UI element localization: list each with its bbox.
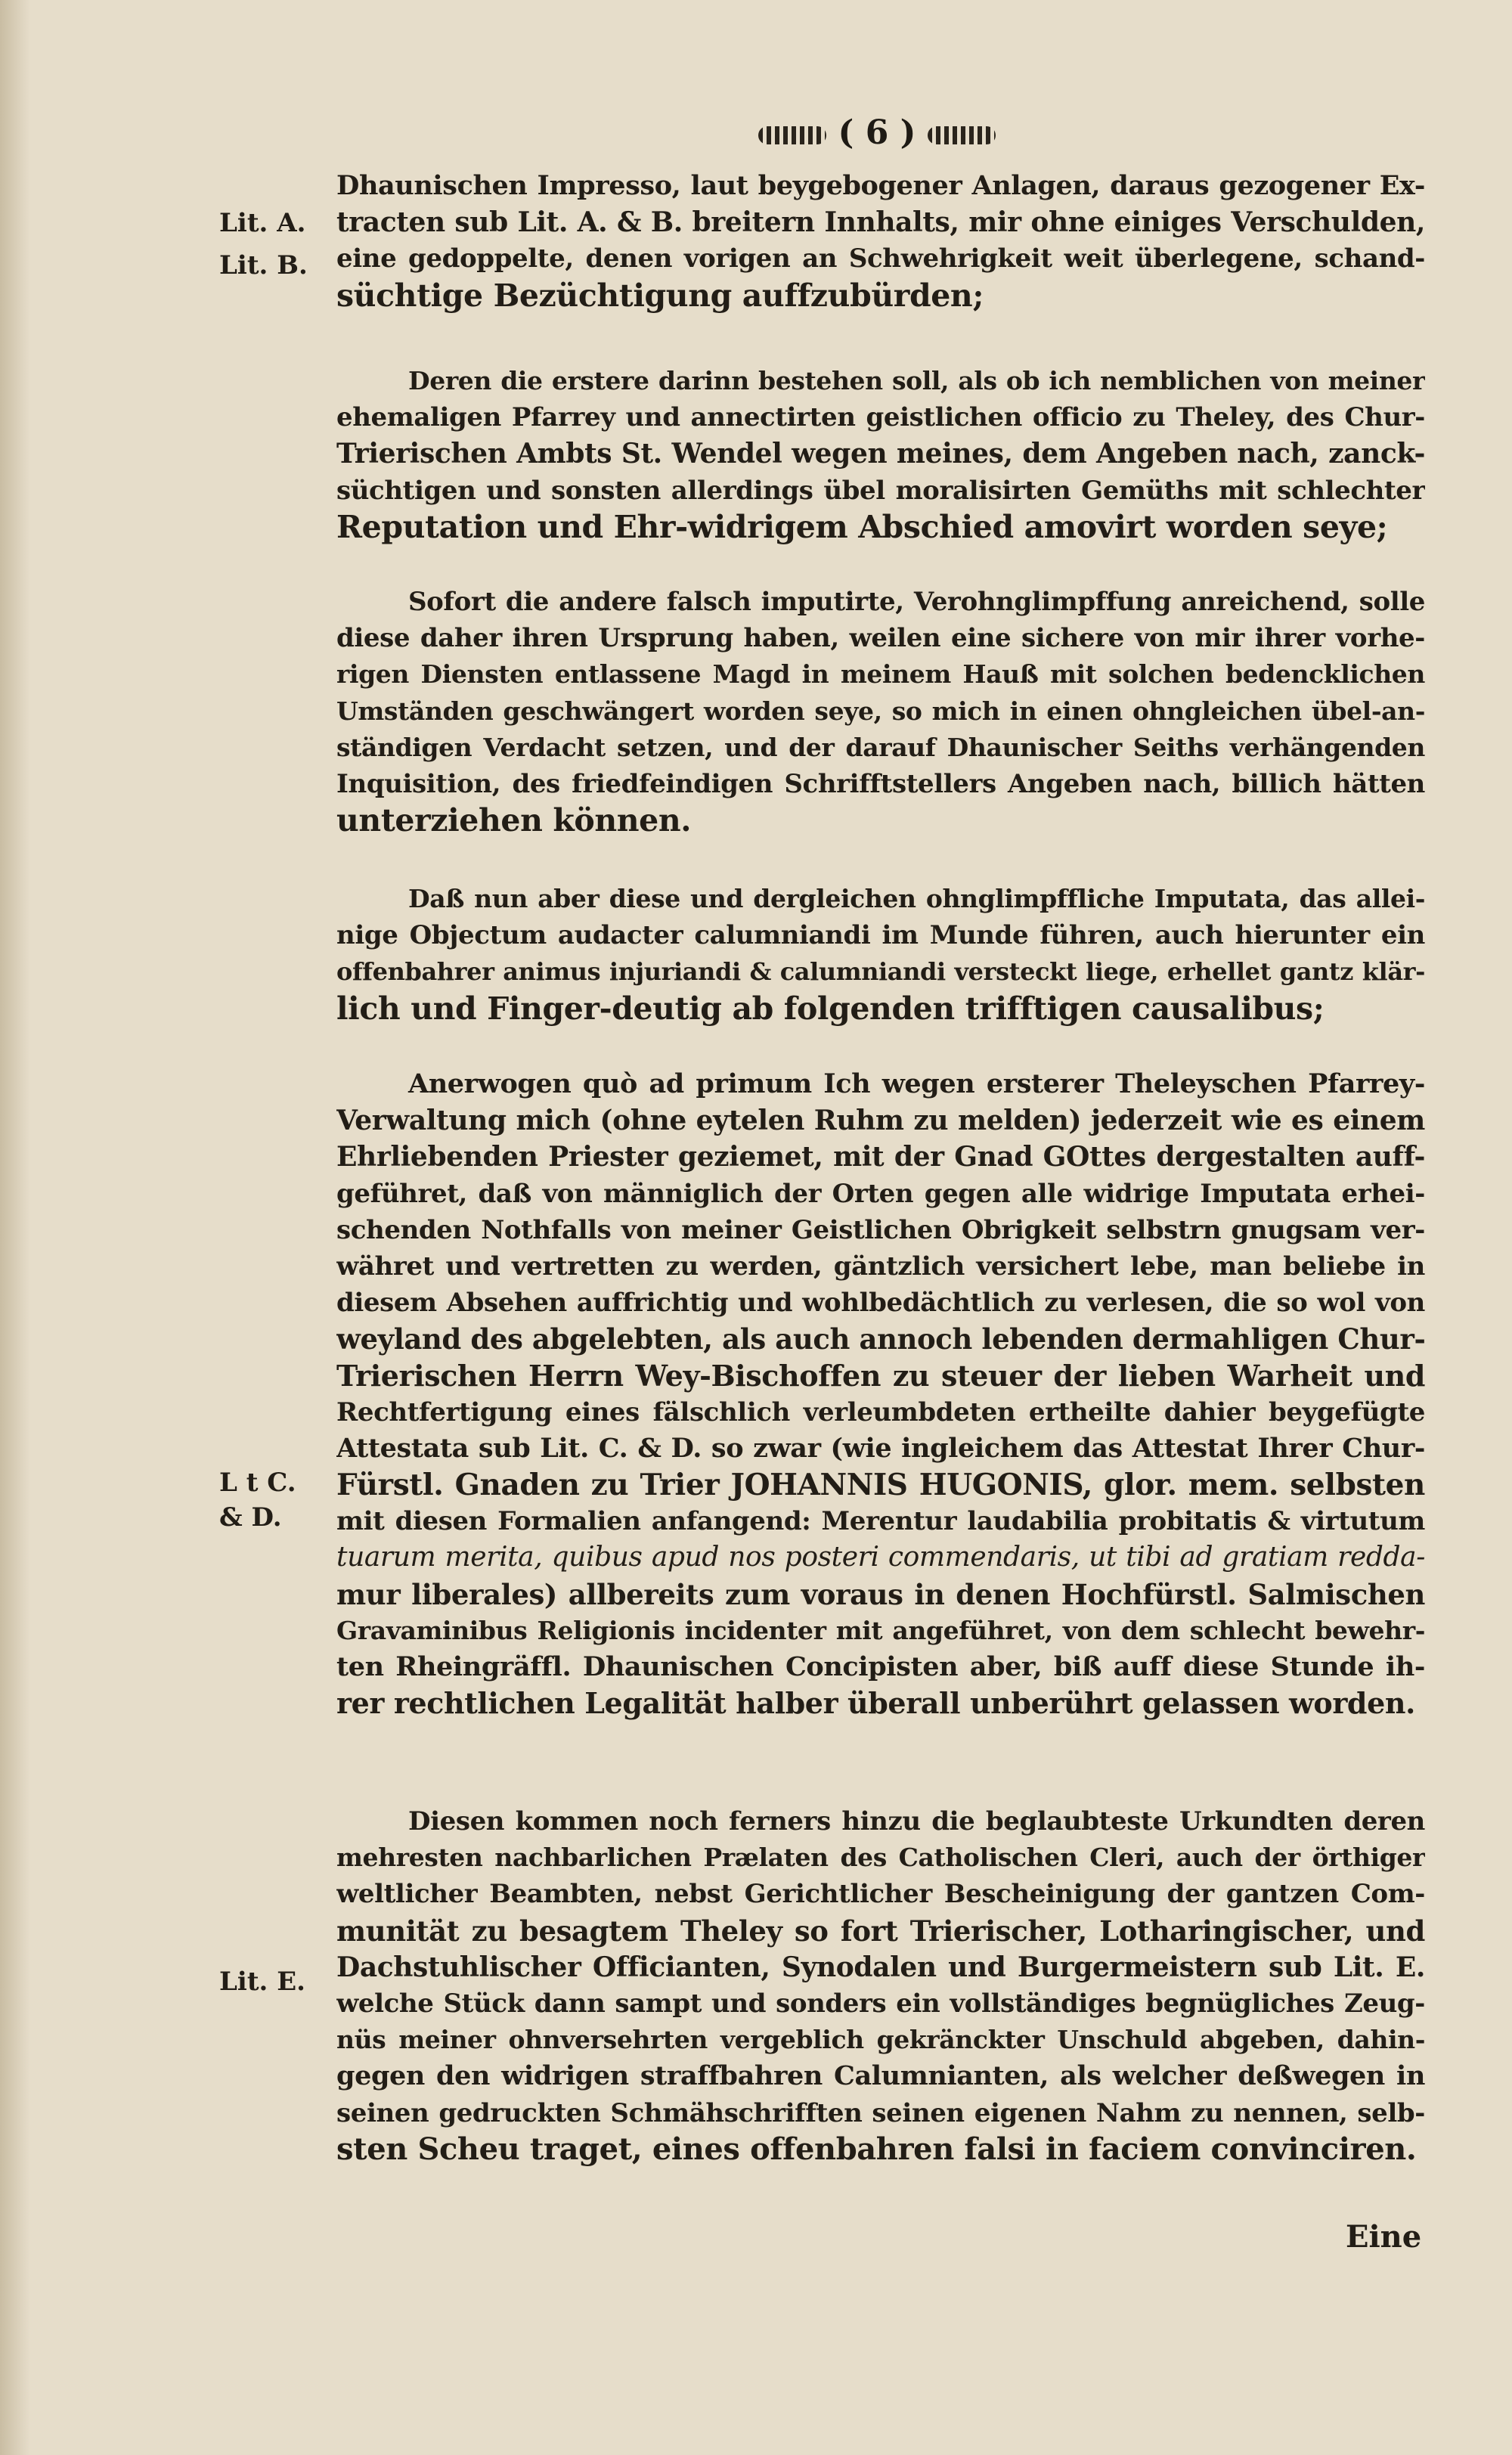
text-line: Dhaunischen Impresso, laut beygebogener Anlagen, daraus gezogener Ex-: [336, 170, 1425, 201]
text-line: Sofort die andere falsch imputirte, Verohnglimpffung anreichend, solle: [408, 587, 1425, 617]
text-line: Umständen geschwängert worden seye, so mich in einen ohngleichen übel-an-: [336, 696, 1425, 726]
text-line: Trierischen Herrn Wey-Bischoffen zu steuer der lieben Warheit und: [336, 1358, 1425, 1393]
text-line: seinen gedruckten Schmähschrifften seinen eigenen Nahm zu nennen, selb-: [336, 2097, 1425, 2128]
text-line: mehresten nachbarlichen Prælaten des Catholischen Cleri, auch der örthiger: [336, 1843, 1425, 1873]
text-line: Ehrliebenden Priester geziemet, mit der Gnad GOttes dergestalten auff-: [336, 1141, 1425, 1173]
text-line: tracten sub Lit. A. & B. breitern Innhalts, mir ohne einiges Verschulden,: [336, 206, 1425, 239]
text-line: nüs meiner ohnversehrten vergeblich gekränckter Unschuld abgeben, dahin-: [336, 2025, 1425, 2055]
text-line: Verwaltung mich (ohne eytelen Ruhm zu melden) jederzeit wie es einem: [336, 1105, 1425, 1137]
text-line: welche Stück dann sampt und sonders ein vollständiges begnügliches Zeug-: [336, 1988, 1425, 2019]
catchword: Eine: [1346, 2219, 1422, 2255]
paragraph-1: [336, 168, 1425, 314]
text-line: offenbahrer animus injuriandi & calumniandi versteckt liege, erhellet gantz klär-: [336, 957, 1425, 987]
text-line: Rechtfertigung eines fälschlich verleumbdeten ertheilte dahier beygefügte: [336, 1396, 1425, 1427]
text-line: rigen Diensten entlassene Magd in meinem Hauß mit solchen bedencklichen: [336, 659, 1425, 690]
text-line: Diesen kommen noch ferners hinzu die beglaubteste Urkundten deren: [408, 1806, 1425, 1837]
text-line: tuarum merita, quibus apud nos posteri commendaris, ut tibi ad gratiam redda-: [336, 1542, 1425, 1573]
page-number: 6: [865, 113, 889, 152]
margin-note-lit-c: L t C.: [219, 1468, 296, 1498]
margin-note-lit-d: & D.: [219, 1502, 282, 1533]
margin-note-lit-a: Lit. A.: [219, 208, 306, 238]
text-line: ehemaligen Pfarrey und annectirten geistlichen officio zu Theley, des Chur-: [336, 402, 1425, 433]
text-line: Fürstl. Gnaden zu Trier JOHANNIS HUGONIS, glor. mem. selbsten: [336, 1468, 1425, 1503]
text-line: Dachstuhlischer Officianten, Synodalen und Burgermeistern sub Lit. E.: [336, 1951, 1425, 1983]
left-ornament-icon: [758, 126, 826, 144]
text-line: gegen den widrigen straffbahren Calumnianten, als welcher deßwegen in: [336, 2060, 1425, 2092]
right-ornament-icon: [928, 126, 996, 144]
text-line: mit diesen Formalien anfangend: Merentur laudabilia probitatis & virtutum: [336, 1506, 1425, 1537]
paragraph-2: [336, 363, 1425, 545]
text-line: süchtigen und sonsten allerdings übel moralisirten Gemüths mit schlechter: [336, 475, 1425, 506]
text-line: Gravaminibus Religionis incidenter mit angeführet, von dem schlecht bewehr-: [336, 1615, 1425, 1645]
text-line: diesem Absehen auffrichtig und wohlbedächtlich zu verlesen, die so wol von: [336, 1288, 1425, 1319]
text-line: Reputation und Ehr-widrigem Abschied amovirt worden seye;: [336, 508, 1388, 545]
text-line: Anerwogen quò ad primum Ich wegen ersterer Theleyschen Pfarrey-: [408, 1068, 1425, 1099]
text-line: Daß nun aber diese und dergleichen ohnglimpffliche Imputata, das allei-: [408, 884, 1425, 913]
text-line: lich und Finger-deutig ab folgenden trifftigen causalibus;: [336, 990, 1325, 1027]
page-edge-shadow: [0, 0, 30, 2455]
text-line: nige Objectum audacter calumniandi im Munde führen, auch hierunter ein: [336, 920, 1425, 951]
text-line: diese daher ihren Ursprung haben, weilen eine sichere von mir ihrer vorhe-: [336, 623, 1425, 654]
text-line: munität zu besagtem Theley so fort Trierischer, Lotharingischer, und: [336, 1914, 1425, 1948]
text-line: ten Rheingräffl. Dhaunischen Concipisten aber, biß auff diese Stunde ih-: [336, 1651, 1425, 1682]
text-line: rer rechtlichen Legalität halber überall unberührt gelassen worden.: [336, 1686, 1415, 1721]
text-line: schenden Nothfalls von meiner Geistlichen Obrigkeit selbstrn gnugsam ver-: [336, 1214, 1425, 1245]
text-line: sten Scheu traget, eines offenbahren falsi in faciem convinciren.: [336, 2131, 1417, 2167]
paragraph-4: [336, 881, 1425, 1027]
text-line: mur liberales) allbereits zum voraus in denen Hochfürstl. Salmischen: [336, 1577, 1425, 1611]
text-line: ständigen Verdacht setzen, und der darauf Dhaunischer Seiths verhängenden: [336, 732, 1425, 762]
paragraph-6: [336, 1803, 1425, 2168]
margin-note-lit-b: Lit. B.: [219, 250, 308, 281]
text-line: Trierischen Ambts St. Wendel wegen meines, dem Angeben nach, zanck-: [336, 438, 1425, 470]
text-line: Inquisition, des friedfeindigen Schrifftstellers Angeben nach, billich hätten: [336, 768, 1425, 799]
text-line: eine gedoppelte, denen vorigen an Schwehrigkeit weit überlegene, schand-: [336, 243, 1425, 274]
text-line: Attestata sub Lit. C. & D. so zwar (wie ingleichem das Attestat Ihrer Chur-: [336, 1432, 1425, 1464]
text-line: geführet, daß von männiglich der Orten gegen alle widrige Imputata erhei-: [336, 1178, 1425, 1209]
text-line: weyland des abgelebten, als auch annoch lebenden dermahligen Chur-: [336, 1322, 1425, 1356]
text-line: süchtige Bezüchtigung auffzubürden;: [336, 277, 984, 314]
text-line: Deren die erstere darinn bestehen soll, als ob ich nemblichen von meiner: [408, 366, 1425, 395]
text-line: unterziehen können.: [336, 802, 692, 839]
paragraph-3: [336, 584, 1425, 838]
paragraph-5: [336, 1066, 1425, 1722]
margin-note-lit-e: Lit. E.: [219, 1967, 305, 1997]
text-line: währet und vertretten zu werden, gäntzlich versichert lebe, man beliebe in: [336, 1251, 1425, 1282]
text-line: weltlicher Beambten, nebst Gerichtlicher Bescheinigung der gantzen Com-: [336, 1879, 1425, 1910]
page-header: ( 6 ): [756, 113, 998, 166]
